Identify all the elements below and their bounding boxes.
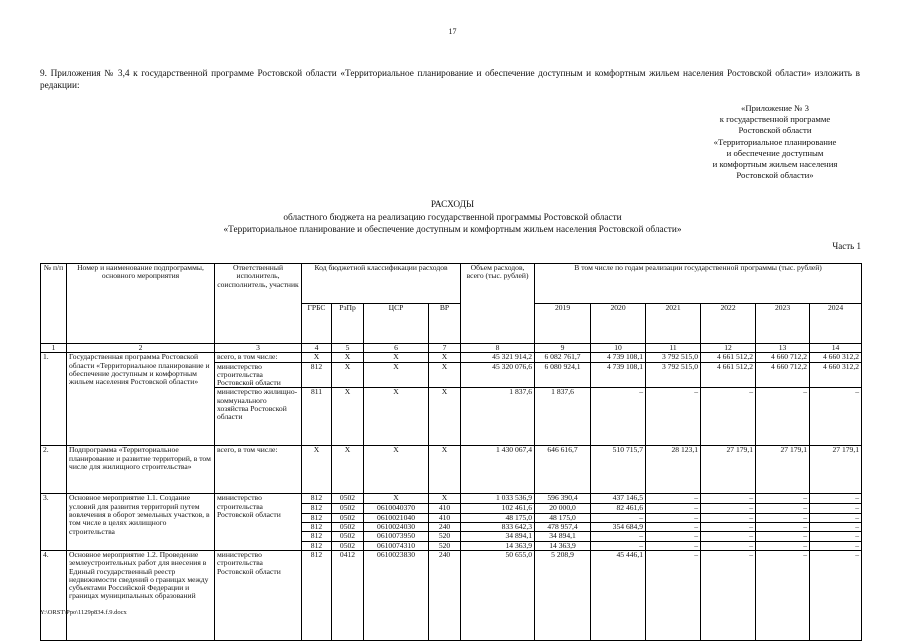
table-cell: 4 661 512,2 (701, 362, 756, 388)
table-cell: X (364, 353, 429, 362)
table-cell: 812 (302, 494, 332, 504)
table-row (41, 353, 862, 362)
header-year: 2023 (756, 304, 810, 344)
table-cell: – (591, 532, 646, 541)
table-cell: X (302, 446, 332, 494)
header-years-title: В том числе по годам реализации государственной программы (тыс. рублей) (535, 264, 862, 304)
row-number: 2. (41, 446, 67, 494)
table-cell: – (810, 550, 862, 640)
table-cell: 4 739 108,1 (591, 362, 646, 388)
table-cell: 0412 (332, 550, 364, 640)
table-cell: 20 000,0 (535, 504, 591, 513)
table-cell: – (810, 513, 862, 522)
row-number: 4. (41, 550, 67, 640)
table-cell: – (810, 532, 862, 541)
intro-paragraph: 9. Приложения № 3,4 к государственной программе Ростовской области «Территориальное планирование и обеспечение доступным и комфортным жильем населения Ростовской области» изложить в редакции: (40, 69, 860, 91)
table-cell: 5 208,9 (535, 550, 591, 640)
table-cell: 812 (302, 541, 332, 550)
table-cell: X (364, 446, 429, 494)
table-cell: 4 739 108,1 (591, 353, 646, 362)
appendix-line: Ростовской области (738, 125, 812, 136)
row-responsible: министерство жилищно-коммунального хозяйства Ростовской области (215, 388, 302, 446)
row-responsible: министерство строительства Ростовской области (215, 362, 302, 388)
table-cell: 4 660 312,2 (810, 362, 862, 388)
table-cell: X (429, 362, 461, 388)
table-row (41, 494, 862, 504)
row-responsible: всего, в том числе: (215, 446, 302, 494)
title-main: РАСХОДЫ (430, 200, 475, 210)
table-cell: – (701, 523, 756, 532)
table-cell: 45 321 914,2 (461, 353, 535, 362)
table-cell: 48 175,0 (461, 513, 535, 522)
table-cell: 833 642,3 (461, 523, 535, 532)
table-cell: – (591, 388, 646, 446)
table-cell: 4 661 512,2 (701, 353, 756, 362)
table-cell: 520 (429, 541, 461, 550)
table-cell: X (429, 388, 461, 446)
table-cell: 1 837,6 (461, 388, 535, 446)
table-cell: 0502 (332, 532, 364, 541)
table-cell: 27 179,1 (810, 446, 862, 494)
column-number: 13 (756, 344, 810, 353)
column-number: 2 (67, 344, 215, 353)
table-cell: 82 461,6 (591, 504, 646, 513)
table-cell: X (332, 353, 364, 362)
header-name: Номер и наименование подпрограммы, основного мероприятия (67, 264, 215, 344)
table-cell: – (646, 532, 701, 541)
table-cell: X (332, 388, 364, 446)
table-cell: 812 (302, 532, 332, 541)
table-cell: – (646, 388, 701, 446)
table-cell: 1 430 067,4 (461, 446, 535, 494)
header-vr: ВР (429, 304, 461, 344)
table-cell: – (591, 541, 646, 550)
table-cell: X (429, 494, 461, 504)
table-cell: – (646, 541, 701, 550)
header-year: 2022 (701, 304, 756, 344)
table-cell: 478 957,4 (535, 523, 591, 532)
table-cell: 14 363,9 (461, 541, 535, 550)
title-program: «Территориальное планирование и обеспечение доступным и комфортным жильем населения Ростовской области» (223, 225, 682, 235)
table-cell: 410 (429, 513, 461, 522)
table-cell: X (364, 494, 429, 504)
column-number: 8 (461, 344, 535, 353)
header-csr: ЦСР (364, 304, 429, 344)
table-cell: X (332, 362, 364, 388)
row-number: 3. (41, 494, 67, 550)
table-cell: X (429, 353, 461, 362)
table-cell: 1 033 536,9 (461, 494, 535, 504)
table-cell: 1 837,6 (535, 388, 591, 446)
column-number-row (41, 344, 862, 353)
appendix-line: «Приложение № 3 (741, 103, 809, 113)
header-grbs: ГРБС (302, 304, 332, 344)
table-cell: 4 660 712,2 (756, 353, 810, 362)
table-cell: – (810, 504, 862, 513)
row-name: Основное мероприятие 1.1. Создание условий для развития территорий путем вовлечения в оборот земельных участков, в том числе в целях жилищного строительства (67, 494, 215, 550)
header-kbk: Код бюджетной классификации расходов (302, 264, 461, 304)
footer-path: Y:\ORST\Ppo\1129p834.f.9.docx (40, 609, 127, 616)
table-cell: 0610023830 (364, 550, 429, 640)
table-cell: – (701, 388, 756, 446)
table-cell: – (701, 532, 756, 541)
table-cell: 3 792 515,0 (646, 362, 701, 388)
table-cell: – (646, 523, 701, 532)
table-cell: X (364, 362, 429, 388)
column-number: 14 (810, 344, 862, 353)
table-cell: 240 (429, 550, 461, 640)
table-cell: 0502 (332, 494, 364, 504)
table-cell: – (810, 388, 862, 446)
table-cell: 27 179,1 (701, 446, 756, 494)
header-rzpr: РзПр (332, 304, 364, 344)
appendix-line: Ростовской области» (736, 170, 814, 181)
table-cell: 812 (302, 513, 332, 522)
table-cell: – (756, 532, 810, 541)
table-cell: 48 175,0 (535, 513, 591, 522)
row-name: Подпрограмма «Территориальное планирование и развитие территорий, в том числе для жилищного строительства» (67, 446, 215, 494)
table-cell: 812 (302, 523, 332, 532)
row-name: Основное мероприятие 1.2. Проведение землеустроительных работ для внесения в Единый государственный реестр недвижимости сведений о границах между субъектами Российской Федерации и границах муниципальных образований (67, 550, 215, 640)
table-cell: – (701, 504, 756, 513)
column-number: 1 (41, 344, 67, 353)
table-cell: 27 179,1 (756, 446, 810, 494)
row-responsible: министерство строительства Ростовской области (215, 494, 302, 550)
table-cell: 6 082 761,7 (535, 353, 591, 362)
row-name: Государственная программа Ростовской области «Территориальное планирование и обеспечение доступным и комфортным жильем населения Ростовской области» (67, 353, 215, 446)
table-cell: 410 (429, 504, 461, 513)
table-cell: 354 684,9 (591, 523, 646, 532)
column-number: 9 (535, 344, 591, 353)
appendix-header (660, 103, 890, 181)
column-number: 4 (302, 344, 332, 353)
table-cell: – (810, 541, 862, 550)
table-cell: – (756, 541, 810, 550)
column-number: 3 (215, 344, 302, 353)
table-cell: 812 (302, 550, 332, 640)
table-cell: 0610040370 (364, 504, 429, 513)
table-cell: 437 146,5 (591, 494, 646, 504)
table-cell: 812 (302, 504, 332, 513)
column-number: 11 (646, 344, 701, 353)
table-cell: 0502 (332, 523, 364, 532)
table-cell: 240 (429, 523, 461, 532)
table-cell: – (756, 494, 810, 504)
table-cell: – (646, 513, 701, 522)
table-cell: 812 (302, 362, 332, 388)
table-cell: X (302, 353, 332, 362)
column-number: 5 (332, 344, 364, 353)
table-cell: 0502 (332, 504, 364, 513)
table-cell: 0502 (332, 541, 364, 550)
table-cell: 14 363,9 (535, 541, 591, 550)
table-row (41, 446, 862, 494)
table-cell: 45 320 076,6 (461, 362, 535, 388)
header-year: 2024 (810, 304, 862, 344)
table-cell: – (646, 494, 701, 504)
expenses-table (40, 263, 862, 641)
row-responsible: всего, в том числе: (215, 353, 302, 362)
page-number: 17 (448, 27, 457, 36)
part-label: Часть 1 (832, 241, 861, 251)
table-cell: – (756, 513, 810, 522)
table-cell: 520 (429, 532, 461, 541)
table-cell: X (429, 446, 461, 494)
table-cell: – (756, 388, 810, 446)
table-cell: 4 660 312,2 (810, 353, 862, 362)
table-cell: – (810, 523, 862, 532)
table-cell: 102 461,6 (461, 504, 535, 513)
appendix-line: «Территориальное планирование (713, 136, 837, 147)
column-number: 7 (429, 344, 461, 353)
table-cell: 45 446,1 (591, 550, 646, 640)
table-cell: 646 616,7 (535, 446, 591, 494)
table-cell: – (646, 504, 701, 513)
table-cell: 3 792 515,0 (646, 353, 701, 362)
header-year: 2021 (646, 304, 701, 344)
table-cell: 34 894,1 (535, 532, 591, 541)
row-number: 1. (41, 353, 67, 446)
table-cell: – (701, 513, 756, 522)
appendix-line: и обеспечение доступным (726, 147, 824, 158)
header-no: № п/п (41, 264, 67, 344)
table-row (41, 550, 862, 640)
table-cell: – (701, 550, 756, 640)
table-cell: 0610021040 (364, 513, 429, 522)
table-cell: 596 390,4 (535, 494, 591, 504)
row-responsible: министерство строительства Ростовской области (215, 550, 302, 640)
table-cell: 4 660 712,2 (756, 362, 810, 388)
table-cell: 0610024030 (364, 523, 429, 532)
table-cell: 0502 (332, 513, 364, 522)
table-cell: – (701, 541, 756, 550)
table-cell: X (364, 388, 429, 446)
table-cell: 6 080 924,1 (535, 362, 591, 388)
table-cell: 0610073950 (364, 532, 429, 541)
table-cell: – (646, 550, 701, 640)
table-cell: – (591, 513, 646, 522)
table-cell: – (810, 494, 862, 504)
table-cell: – (756, 504, 810, 513)
appendix-line: и комфортным жильем населения (712, 159, 838, 170)
title-sub: областного бюджета на реализацию государственной программы Ростовской области (283, 213, 622, 223)
table-cell: 34 894,1 (461, 532, 535, 541)
header-year: 2019 (535, 304, 591, 344)
table-cell: X (332, 446, 364, 494)
table-cell: – (756, 550, 810, 640)
table-cell: 50 655,0 (461, 550, 535, 640)
column-number: 10 (591, 344, 646, 353)
header-volume: Объем расходов, всего (тыс. рублей) (461, 264, 535, 344)
header-year: 2020 (591, 304, 646, 344)
header-responsible: Ответственный исполнитель, соисполнитель, участник (215, 264, 302, 344)
table-cell: – (756, 523, 810, 532)
table-cell: – (701, 494, 756, 504)
column-number: 12 (701, 344, 756, 353)
column-number: 6 (364, 344, 429, 353)
table-cell: 0610074310 (364, 541, 429, 550)
table-cell: 28 123,1 (646, 446, 701, 494)
table-cell: 510 715,7 (591, 446, 646, 494)
table-cell: 811 (302, 388, 332, 446)
appendix-line: к государственной программе (719, 114, 831, 125)
